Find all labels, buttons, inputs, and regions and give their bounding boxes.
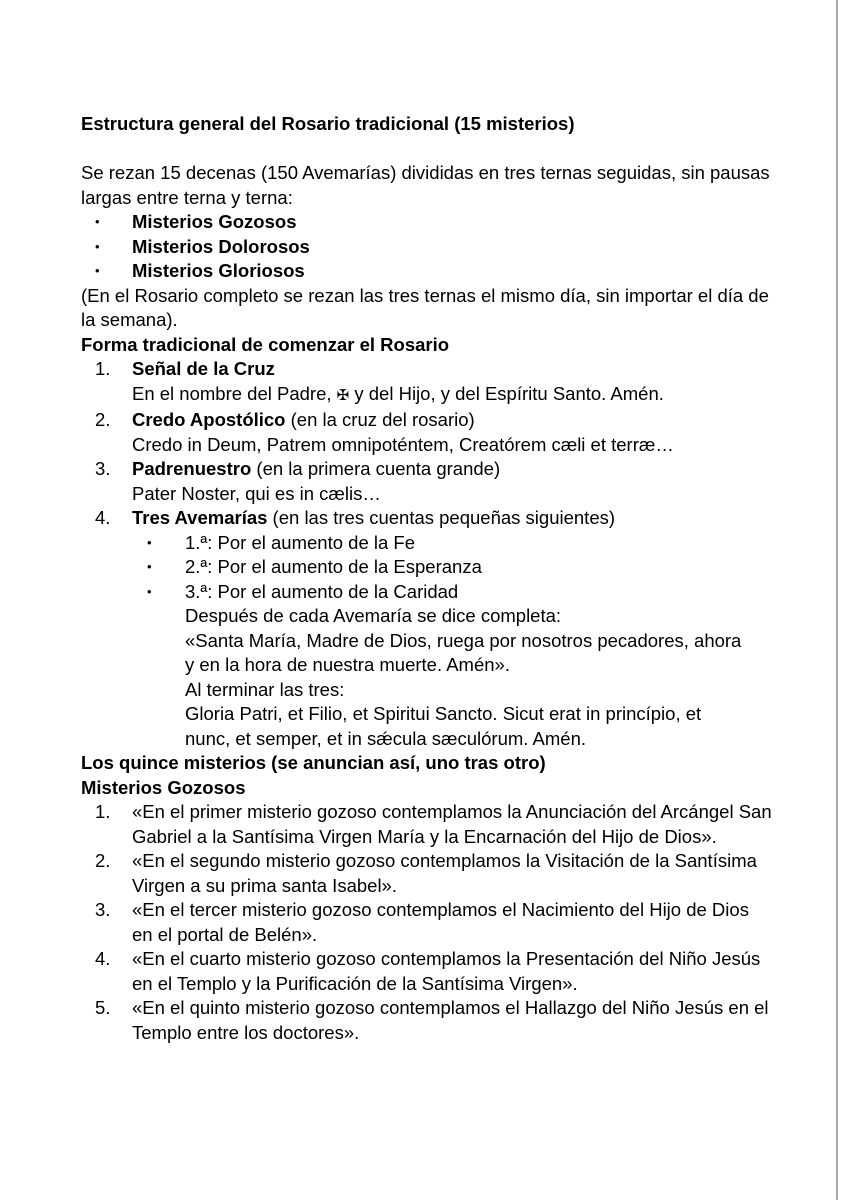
document-body <box>81 112 781 1045</box>
step-note: (en la cruz del rosario) <box>285 409 475 430</box>
list-item <box>81 506 781 531</box>
section-heading: Forma tradicional de comenzar el Rosario <box>81 333 450 355</box>
step-label: Señal de la Cruz <box>132 358 275 379</box>
avemaria-label: 2.ª: Por el aumento de la Esperanza <box>185 556 482 577</box>
step-note: (en las tres cuentas pequeñas siguientes) <box>267 507 616 528</box>
terna-label: Misterios Dolorosos <box>132 235 310 257</box>
list-item <box>81 210 781 235</box>
list-number: 3. <box>95 458 111 479</box>
step-label: Padrenuestro <box>132 458 252 479</box>
step-label: Tres Avemarías <box>132 507 268 528</box>
list-item <box>81 555 781 580</box>
avemaria-label: 1.ª: Por el aumento de la Fe <box>185 531 416 553</box>
cross-icon: ✠ <box>336 386 350 404</box>
document-title: Estructura general del Rosario tradicional (15 misterios) <box>81 113 575 134</box>
mystery-text: «En el tercer misterio gozoso contemplamos el Nacimiento del Hijo de Dios en el portal de Belén». <box>132 899 749 945</box>
intro-paragraph: Se rezan 15 decenas (150 Avemarías) divididas en tres ternas seguidas, sin pausas largas entre terna y terna: <box>81 162 770 208</box>
bullet-icon: • <box>147 559 152 574</box>
list-item <box>81 408 781 433</box>
list-item <box>81 996 772 1045</box>
step-text: Pater Noster, qui es in cælis… <box>132 482 381 504</box>
list-item <box>81 849 772 898</box>
list-number: 3. <box>95 899 111 920</box>
bullet-icon: • <box>95 238 100 254</box>
list-number: 4. <box>95 507 111 528</box>
list-number: 1. <box>95 801 111 822</box>
bullet-icon: • <box>147 534 152 550</box>
list-item <box>81 898 772 947</box>
avemaria-label: 3.ª: Por el aumento de la Caridad <box>185 580 459 602</box>
list-item <box>81 531 781 556</box>
step-text: Credo in Deum, Patrem omnipoténtem, Creatórem cæli et terræ… <box>132 433 674 455</box>
list-item <box>81 457 781 482</box>
bullet-icon: • <box>147 583 152 599</box>
list-number: 1. <box>95 358 111 379</box>
gozosos-list <box>81 800 781 1045</box>
list-item <box>81 357 781 382</box>
list-item <box>81 259 781 284</box>
subsection-heading: Misterios Gozosos <box>81 776 246 798</box>
list-number: 5. <box>95 997 111 1018</box>
mystery-text: «En el cuarto misterio gozoso contemplamos la Presentación del Niño Jesús en el Templo y la Purificación de la Santísima Virgen». <box>132 948 761 994</box>
step-text <box>81 382 781 409</box>
bullet-icon: • <box>95 263 100 278</box>
mystery-text: «En el primer misterio gozoso contemplamos la Anunciación del Arcángel San Gabriel a la Santísima Virgen María y la Encarnación del Hijo de Dios». <box>132 801 772 847</box>
list-item <box>81 235 781 260</box>
al-terminar-text: Al terminar las tres: <box>185 678 345 700</box>
after-each-text: Después de cada Avemaría se dice completa: <box>185 605 562 626</box>
section-heading: Los quince misterios (se anuncian así, uno tras otro) <box>81 752 546 773</box>
terna-label: Misterios Gloriosos <box>132 260 305 281</box>
list-item <box>81 947 772 996</box>
list-item <box>81 580 781 605</box>
terna-label: Misterios Gozosos <box>132 211 297 232</box>
list-item <box>81 800 772 849</box>
step-note: (en la primera cuenta grande) <box>251 458 501 479</box>
mystery-text: «En el segundo misterio gozoso contemplamos la Visitación de la Santísima Virgen a su prima santa Isabel». <box>132 850 757 896</box>
gloria-text: Gloria Patri, et Filio, et Spiritui Sancto. Sicut erat in princípio, et nunc, et semper, et in sǽcula sæculórum. Amén. <box>185 703 702 749</box>
steps-list <box>81 357 781 751</box>
step-text-part: En el nombre del Padre, <box>132 382 337 404</box>
ternas-list <box>81 210 781 284</box>
mystery-text: «En el quinto misterio gozoso contemplamos el Hallazgo del Niño Jesús en el Templo entre los doctores». <box>132 997 769 1043</box>
list-number: 2. <box>95 850 111 871</box>
bullet-icon: • <box>95 214 100 229</box>
step-label: Credo Apostólico <box>132 409 286 430</box>
step-text-part: y del Hijo, y del Espíritu Santo. Amén. <box>349 382 664 404</box>
list-number: 2. <box>95 409 111 430</box>
santa-maria-text: «Santa María, Madre de Dios, ruega por nosotros pecadores, ahora y en la hora de nuestra muerte. Amén». <box>185 629 742 675</box>
list-number: 4. <box>95 948 111 969</box>
note-paragraph: (En el Rosario completo se rezan las tres ternas el mismo día, sin importar el día de la semana). <box>81 284 769 330</box>
